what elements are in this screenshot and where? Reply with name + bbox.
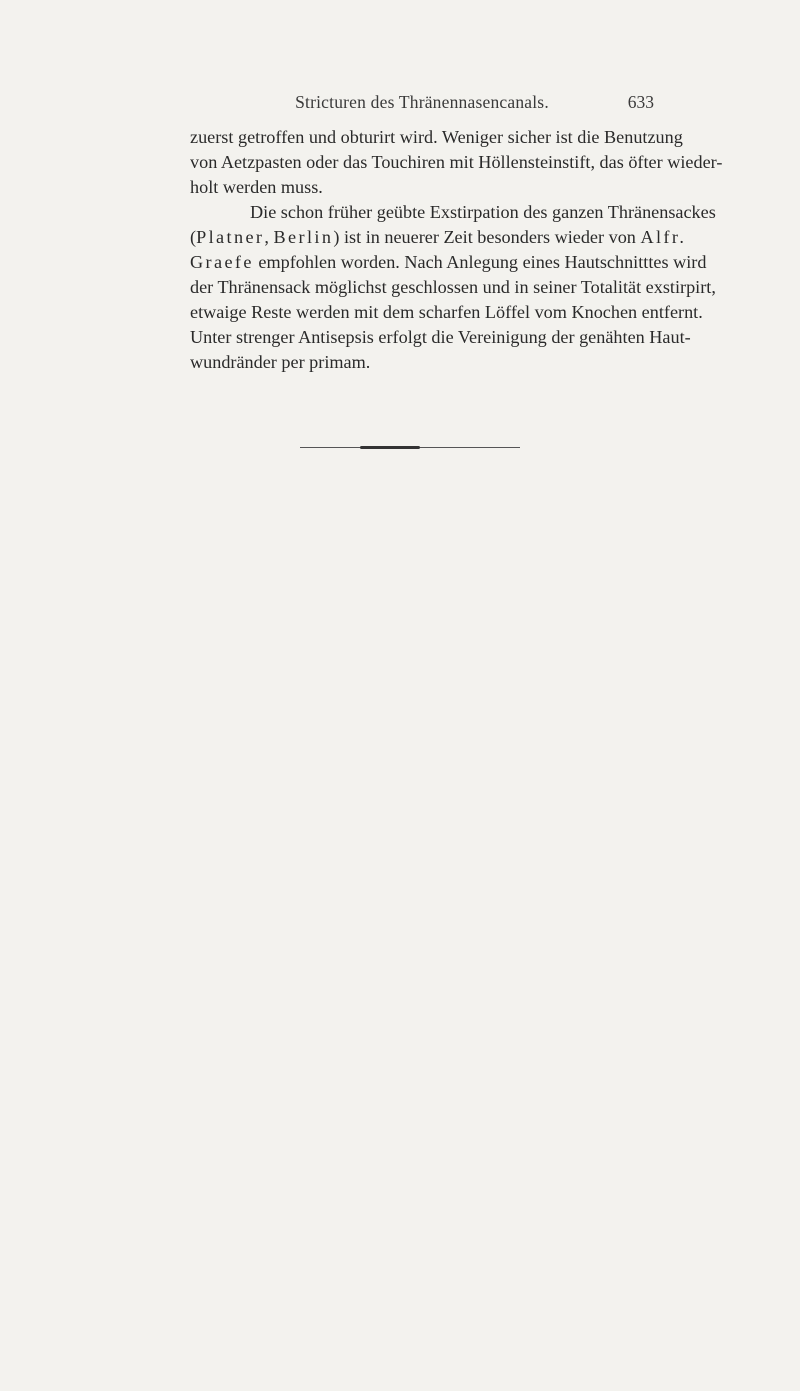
text-line: Die schon früher geübte Exstirpation des ganzen Thränensackes [250, 202, 716, 222]
author-name: Alfr. [640, 227, 687, 247]
body-text [190, 125, 723, 375]
text-line: Unter strenger Antisepsis erfolgt die Vereinigung der genähten Haut- [190, 327, 691, 347]
running-title: Stricturen des Thränennasencanals. [295, 92, 549, 112]
text-line: Graefe empfohlen worden. Nach Anlegung eines Hautschnitttes wird [190, 252, 707, 272]
page-number: 633 [627, 92, 654, 112]
text-line: (Platner, Berlin) ist in neuerer Zeit besonders wieder von Alfr. [190, 227, 687, 247]
text-line: etwaige Reste werden mit dem scharfen Löffel vom Knochen entfernt. [190, 302, 703, 322]
place-name: Berlin [273, 227, 334, 247]
author-name: Platner [196, 227, 265, 247]
page-header [190, 92, 654, 122]
author-name: Graefe [190, 252, 254, 272]
text-line: zuerst getroffen und obturirt wird. Weniger sicher ist die Benutzung [190, 127, 683, 147]
section-end-rule [300, 447, 520, 448]
text-line: holt werden muss. [190, 177, 323, 197]
text-line: der Thränensack möglichst geschlossen und in seiner Totalität exstirpirt, [190, 277, 716, 297]
text-line: von Aetzpasten oder das Touchiren mit Höllensteinstift, das öfter wieder- [190, 152, 723, 172]
text-line: wundränder per primam. [190, 352, 371, 372]
